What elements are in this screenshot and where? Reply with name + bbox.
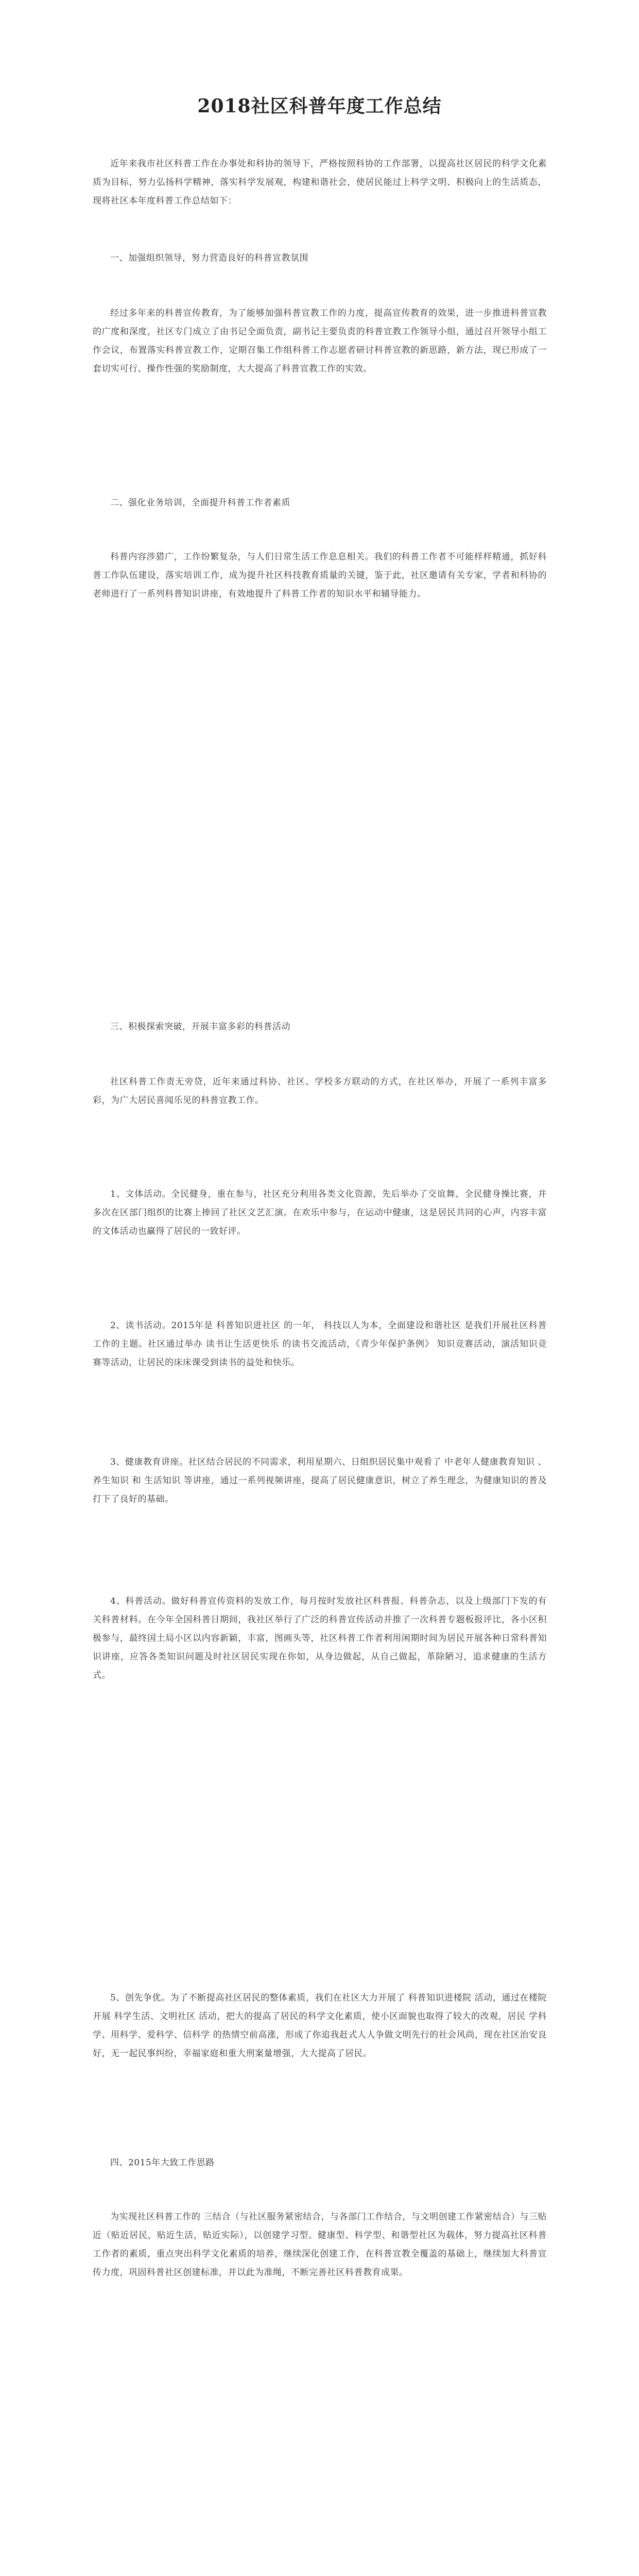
intro-paragraph: 近年来我市社区科普工作在办事处和科协的领导下，严格按照科协的工作部署，以提高社区居民的科学文化素质为目标，努力弘扬科学精神，落实科学发展观，构建和谐社会，使居民能过上科学文明、积极向上的生活质态，现将社区本年度科普工作总结如下： bbox=[93, 159, 547, 206]
section2-heading: 二、强化业务培训，全面提升科普工作者素质 bbox=[110, 498, 290, 508]
section1-body: 经过多年来的科普宣传教育，为了能够加强科普宣教工作的力度，提高宣传教育的效果，进一步推进科普宣教的广度和深度，社区专门成立了由书记全面负责，副书记主要负责的科普宣教工作领导小组，通过召开领导小组工作会议，布置落实科普宣教工作，定期召集工作组科普工作志愿者研讨科普宣教的新思路，新方法，现已形成了一套切实可行、操作性强的奖励制度，大大提高了科普宣教工作的实效。 bbox=[93, 308, 547, 374]
section2-body: 科普内容涉猎广，工作纷繁复杂，与人们日常生活工作息息相关。我们的科普工作者不可能样样精通，抓好科普工作队伍建设，落实培训工作，成为提升社区科技教育质量的关键，鉴于此，社区邀请有关专家，学者和科协的老师进行了一系列科普知识讲座，有效地提升了科普工作者的知识水平和辅导能力。 bbox=[93, 552, 547, 599]
section4-body: 为实现社区科普工作的 三结合（与社区服务紧密结合，与各部门工作结合，与文明创建工作紧密结合）与三贴近（贴近居民，贴近生活，贴近实际），以创建学习型、健康型、科学型、和谐型社区为载体，努力提高社区科普工作者的素质，重点突出科学文化素质的培养，继续深化创建工作，在科普宣教全覆盖的基础上，继续加大科普宣传力度，巩固科普社区创建标准，并以此为准绳，不断完善社区科普教育成果。 bbox=[93, 2212, 547, 2278]
activity-item: 3、健康教育讲座。社区结合居民的不同需求，利用星期六、日组织居民集中观看了 中老年人健康教育知识 、养生知识 和 生活知识 等讲座，通过一系列视频讲座，提高了居民健康意识，树立了养生理念，为健康知识的普及打下了良好的基础。 bbox=[93, 1457, 547, 1504]
section3-body: 社区科普工作责无旁贷，近年来通过科协、社区、学校多方联动的方式，在社区举办，开展了一系列丰富多彩，为广大居民喜闻乐见的科普宣教工作。 bbox=[93, 1077, 547, 1106]
activity-item: 2、读书活动。2015年是 科普知识进社区 的一年， 科技以人为本，全面建设和谐社区 是我们开展社区科普工作的主题。社区通过举办 读书让生活更快乐 的读书交流活动，《青少年保护条例》 知识竞赛活动，演活知识竞赛等活动，让居民的床床课受到读书的益处和快乐。 bbox=[93, 1320, 547, 1368]
activity-item: 1、文体活动。全民健身，重在参与，社区充分利用各类文化资源，先后举办了交谊舞、全民健身操比赛，并多次在区部门组织的比赛上捧回了社区文艺汇演。在欢乐中参与，在运动中健康，这是居民共同的心声，内容丰富的文体活动也赢得了居民的一致好评。 bbox=[93, 1189, 547, 1236]
section3-heading: 三、积极探索突破，开展丰富多彩的科普活动 bbox=[110, 1022, 290, 1032]
section4-heading: 四、2015年大致工作思路 bbox=[110, 2158, 215, 2168]
activity-item: 5、创先争优。为了不断提高社区居民的整体素质，我们在社区大力开展了 科普知识进楼院 活动，通过在楼院开展 科学生活、文明社区 活动，把大的提高了居民的科学文化素质，使小区面貌也取得了较大的改观，居民 学科学、用科学、爱科学、信科学 的热情空前高涨，形成了你追我赶式人人争做文明先行的社会风尚，现在社区治安良好，无一起民事纠纷，幸福家庭和重大刑案量增强，大大提高了居民。 bbox=[93, 1993, 547, 2059]
section1-heading: 一、加强组织领导，努力营造良好的科普宣教氛围 bbox=[110, 253, 308, 263]
activity-item: 4、科普活动。做好科普宣传资料的发放工作，每月按时发放社区科普报、科普杂志，以及上级部门下发的有关科普材料。在今年全国科普日期间，我社区举行了广泛的科普宣传活动并推了一次科普专题板报评比，各小区积极参与，最终国土局小区以内容新颖，丰富，图画头等，社区科普工作者利用闲期时间为居民开展各种日常科普知识讲座，应答各类知识问题及时社区居民实现在你如，从身边做起，从自己做起，革除陋习，追求健康的生活方式。 bbox=[93, 1596, 547, 1681]
document-title: 2018社区科普年度工作总结 bbox=[197, 95, 442, 117]
